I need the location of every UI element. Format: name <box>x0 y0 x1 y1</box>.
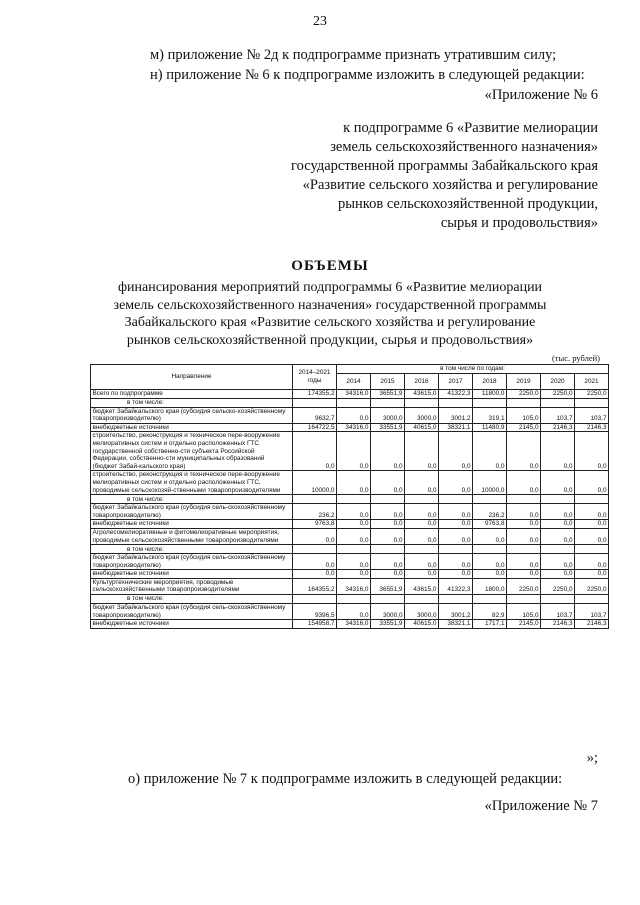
row-year-value: 34316,0 <box>337 390 371 399</box>
table-row <box>91 390 609 399</box>
row-year-value: 0,0 <box>337 520 371 529</box>
row-year-value: 2146,3 <box>575 620 609 629</box>
row-year-value: 0,0 <box>337 432 371 471</box>
row-year-value: 41322,3 <box>439 578 473 594</box>
row-direction: внебюджетные источники <box>91 423 293 432</box>
row-year-value: 1800,0 <box>473 578 507 594</box>
row-year-value <box>473 595 507 604</box>
row-total-value: 164355,2 <box>293 578 337 594</box>
row-year-value: 11800,0 <box>473 390 507 399</box>
row-total-value: 154958,7 <box>293 620 337 629</box>
row-year-value <box>371 495 405 504</box>
row-total-value: 236,2 <box>293 504 337 520</box>
row-year-value <box>337 398 371 407</box>
row-direction: внебюджетные источники <box>91 570 293 579</box>
row-year-value: 0,0 <box>371 554 405 570</box>
row-year-value: 103,7 <box>541 407 575 423</box>
row-direction: бюджет Забайкальского края (субсидия сель-скохозяйственному товаропроизводителю) <box>91 604 293 620</box>
row-total-value: 0,0 <box>293 554 337 570</box>
row-total-value <box>293 545 337 554</box>
row-year-value <box>371 595 405 604</box>
row-year-value: 0,0 <box>405 570 439 579</box>
row-year-value: 0,0 <box>371 471 405 495</box>
row-year-value: 0,0 <box>575 432 609 471</box>
row-year-value: 1717,1 <box>473 620 507 629</box>
row-year-value: 0,0 <box>575 504 609 520</box>
row-year-value: 0,0 <box>439 570 473 579</box>
row-year-value: 0,0 <box>541 504 575 520</box>
row-year-value: 0,0 <box>439 528 473 544</box>
row-total-value: 9396,5 <box>293 604 337 620</box>
row-direction: Всего по подпрограмме <box>91 390 293 399</box>
row-year-value: 38321,1 <box>439 423 473 432</box>
table-row <box>91 528 609 544</box>
funding-table <box>90 364 609 629</box>
table-row <box>91 595 609 604</box>
row-year-value <box>405 398 439 407</box>
table-row <box>91 495 609 504</box>
row-year-value <box>337 595 371 604</box>
row-direction: строительство, реконструкция и техническое пере-вооружение мелиоративных систем и отдельно расположенных ГТС государственной собственно-сти субъекта Российской Федерации, собственно-сти муниципальных образований (бюджет Забай-кальского края) <box>91 432 293 471</box>
row-year-value: 0,0 <box>337 604 371 620</box>
row-year-value <box>473 545 507 554</box>
row-year-value <box>337 495 371 504</box>
paragraph-n: н) приложение № 6 к подпрограмме изложить в следующей редакции: <box>150 67 585 83</box>
document-title: ОБЪЕМЫ <box>291 258 369 274</box>
row-year-value: 0,0 <box>473 554 507 570</box>
row-year-value <box>575 495 609 504</box>
appendix-ref-line: сырья и продовольствия» <box>440 215 598 231</box>
header-year: 2016 <box>405 374 439 390</box>
row-year-value: 2250,0 <box>507 578 541 594</box>
appendix-heading: «Приложение № 6 <box>484 87 598 103</box>
row-year-value: 3001,2 <box>439 604 473 620</box>
row-total-value: 0,0 <box>293 528 337 544</box>
table-row <box>91 407 609 423</box>
row-direction: в том числе: <box>91 545 293 554</box>
row-year-value: 0,0 <box>473 570 507 579</box>
row-year-value: 0,0 <box>439 520 473 529</box>
row-year-value: 0,0 <box>337 471 371 495</box>
row-year-value: 82,9 <box>473 604 507 620</box>
header-year: 2019 <box>507 374 541 390</box>
row-year-value: 0,0 <box>575 554 609 570</box>
row-year-value: 2145,0 <box>507 423 541 432</box>
row-total-value: 10000,0 <box>293 471 337 495</box>
row-year-value: 0,0 <box>405 504 439 520</box>
row-year-value: 0,0 <box>405 471 439 495</box>
subtitle-line: рынков сельскохозяйственной продукции, сырья и продовольствия» <box>126 332 534 348</box>
appendix-ref-line: государственной программы Забайкальского края <box>291 158 598 174</box>
row-year-value: 0,0 <box>473 528 507 544</box>
row-year-value: 38321,1 <box>439 620 473 629</box>
row-year-value: 319,1 <box>473 407 507 423</box>
row-year-value <box>439 545 473 554</box>
row-year-value <box>473 398 507 407</box>
row-year-value <box>575 398 609 407</box>
row-year-value <box>541 495 575 504</box>
row-year-value: 0,0 <box>541 528 575 544</box>
table-row <box>91 554 609 570</box>
row-year-value: 2250,0 <box>541 390 575 399</box>
subtitle-line: Забайкальского края «Развитие сельского хозяйства и регулирование <box>124 315 536 330</box>
page-number: 23 <box>313 14 327 29</box>
table-row <box>91 604 609 620</box>
row-year-value: 0,0 <box>541 471 575 495</box>
row-year-value <box>507 595 541 604</box>
row-year-value: 11480,9 <box>473 423 507 432</box>
row-year-value <box>439 495 473 504</box>
row-year-value: 0,0 <box>507 520 541 529</box>
header-direction: Направление <box>91 365 293 390</box>
row-year-value: 0,0 <box>337 504 371 520</box>
table-row <box>91 520 609 529</box>
row-year-value: 43615,0 <box>405 578 439 594</box>
row-year-value: 0,0 <box>371 432 405 471</box>
row-direction: Агролесомелиоративные и фитомелиоративные мероприятия, проводимые сельскохозяйственными товаропроизводителями <box>91 528 293 544</box>
row-year-value: 40615,0 <box>405 620 439 629</box>
row-year-value: 105,0 <box>507 407 541 423</box>
subtitle-line: земель сельскохозяйственного назначения» государственной программы <box>113 297 547 313</box>
row-year-value <box>439 595 473 604</box>
row-year-value: 2250,0 <box>575 390 609 399</box>
row-year-value: 0,0 <box>337 528 371 544</box>
row-direction: внебюджетные источники <box>91 520 293 529</box>
row-year-value: 2250,0 <box>507 390 541 399</box>
row-year-value: 2146,3 <box>575 423 609 432</box>
row-total-value: 174355,2 <box>293 390 337 399</box>
table-row <box>91 578 609 594</box>
row-total-value <box>293 595 337 604</box>
row-year-value: 0,0 <box>439 504 473 520</box>
row-year-value <box>541 545 575 554</box>
row-year-value: 103,7 <box>575 407 609 423</box>
table-row <box>91 471 609 495</box>
table-row <box>91 423 609 432</box>
row-year-value: 103,7 <box>575 604 609 620</box>
row-year-value <box>371 545 405 554</box>
row-total-value: 9763,8 <box>293 520 337 529</box>
document-subtitle <box>80 279 580 349</box>
row-year-value: 33551,9 <box>371 620 405 629</box>
header-by-years: в том числе по годам: <box>337 365 609 374</box>
row-year-value: 36551,9 <box>371 390 405 399</box>
row-year-value: 0,0 <box>371 570 405 579</box>
units-label: (тыс. рублей) <box>551 353 600 363</box>
paragraph-o: о) приложение № 7 к подпрограмме изложить в следующей редакции: <box>128 771 563 787</box>
row-year-value: 3001,2 <box>439 407 473 423</box>
row-year-value: 0,0 <box>575 570 609 579</box>
header-year: 2017 <box>439 374 473 390</box>
row-total-value: 0,0 <box>293 432 337 471</box>
header-year: 2015 <box>371 374 405 390</box>
row-year-value: 0,0 <box>337 570 371 579</box>
row-year-value: 3000,0 <box>371 407 405 423</box>
row-year-value: 0,0 <box>507 504 541 520</box>
row-year-value: 2146,3 <box>541 423 575 432</box>
table-row <box>91 504 609 520</box>
row-year-value: 103,7 <box>541 604 575 620</box>
row-year-value <box>439 398 473 407</box>
row-year-value: 9763,8 <box>473 520 507 529</box>
row-year-value: 2250,0 <box>541 578 575 594</box>
row-year-value: 0,0 <box>575 471 609 495</box>
row-year-value: 0,0 <box>371 520 405 529</box>
row-year-value: 2250,0 <box>575 578 609 594</box>
row-direction: Культуртехнические мероприятия, проводимые сельскохозяйственными товаропроизводителями <box>91 578 293 594</box>
row-year-value: 40615,0 <box>405 423 439 432</box>
row-direction: в том числе: <box>91 495 293 504</box>
row-total-value: 9632,7 <box>293 407 337 423</box>
row-year-value: 3000,0 <box>405 407 439 423</box>
row-year-value: 0,0 <box>371 504 405 520</box>
row-year-value: 0,0 <box>405 432 439 471</box>
row-total-value: 0,0 <box>293 570 337 579</box>
row-year-value: 2145,0 <box>507 620 541 629</box>
row-year-value: 0,0 <box>507 570 541 579</box>
row-year-value: 0,0 <box>541 432 575 471</box>
row-direction: строительство, реконструкция и техническое пере-вооружение мелиоративных систем и отдельно расположенных ГТС, проводимые сельскохозяй-ственными товаропроизводителями <box>91 471 293 495</box>
row-year-value: 0,0 <box>337 407 371 423</box>
row-year-value: 3000,0 <box>405 604 439 620</box>
paragraph-m: м) приложение № 2д к подпрограмме признать утратившим силу; <box>150 47 557 63</box>
table-row <box>91 398 609 407</box>
row-year-value: 0,0 <box>439 554 473 570</box>
row-year-value: 43615,0 <box>405 390 439 399</box>
appendix-ref-line: рынков сельскохозяйственной продукции, <box>338 196 598 212</box>
row-year-value: 0,0 <box>507 432 541 471</box>
row-year-value <box>405 595 439 604</box>
row-year-value <box>507 545 541 554</box>
appendix-ref-line: земель сельскохозяйственного назначения» <box>330 139 598 155</box>
header-year: 2014 <box>337 374 371 390</box>
table-row <box>91 620 609 629</box>
row-direction: бюджет Забайкальского края (субсидия сель-скохозяйственному товаропроизводителю) <box>91 554 293 570</box>
header-total: 2014–2021 годы <box>293 365 337 390</box>
row-year-value: 0,0 <box>507 554 541 570</box>
subtitle-line: финансирования мероприятий подпрограммы 6 «Развитие мелиорации <box>117 280 543 295</box>
header-year: 2020 <box>541 374 575 390</box>
row-year-value <box>405 495 439 504</box>
row-year-value: 0,0 <box>473 432 507 471</box>
row-year-value: 0,0 <box>405 520 439 529</box>
row-year-value: 3000,0 <box>371 604 405 620</box>
row-year-value <box>575 545 609 554</box>
row-year-value <box>541 398 575 407</box>
row-direction: бюджет Забайкальского края (субсидия сель-скохозяйственному товаропроизводителю) <box>91 504 293 520</box>
row-total-value <box>293 495 337 504</box>
row-year-value: 0,0 <box>439 432 473 471</box>
row-year-value: 41322,3 <box>439 390 473 399</box>
appendix-ref-line: «Развитие сельского хозяйства и регулирование <box>302 177 598 193</box>
header-year: 2018 <box>473 374 507 390</box>
next-appendix-heading: «Приложение № 7 <box>484 798 598 814</box>
row-year-value <box>405 545 439 554</box>
row-year-value <box>337 545 371 554</box>
row-year-value: 105,0 <box>507 604 541 620</box>
row-year-value: 0,0 <box>405 554 439 570</box>
row-year-value: 0,0 <box>405 528 439 544</box>
row-year-value: 0,0 <box>541 570 575 579</box>
appendix-reference <box>291 119 598 233</box>
row-year-value: 34316,0 <box>337 620 371 629</box>
table-row <box>91 432 609 471</box>
row-direction: в том числе: <box>91 398 293 407</box>
row-year-value: 0,0 <box>575 520 609 529</box>
row-year-value: 0,0 <box>541 520 575 529</box>
row-year-value: 34316,0 <box>337 578 371 594</box>
row-year-value <box>507 398 541 407</box>
row-year-value <box>541 595 575 604</box>
table-row <box>91 545 609 554</box>
row-year-value: 0,0 <box>337 554 371 570</box>
row-year-value <box>507 495 541 504</box>
row-total-value <box>293 398 337 407</box>
row-year-value <box>575 595 609 604</box>
row-year-value: 0,0 <box>575 528 609 544</box>
row-year-value <box>473 495 507 504</box>
row-year-value: 236,2 <box>473 504 507 520</box>
row-year-value: 0,0 <box>507 528 541 544</box>
row-year-value: 0,0 <box>371 528 405 544</box>
row-year-value: 10000,0 <box>473 471 507 495</box>
row-year-value <box>371 398 405 407</box>
row-direction: бюджет Забайкальского края (субсидия сельско-хозяйственному товаропроизводителю) <box>91 407 293 423</box>
row-total-value: 164722,5 <box>293 423 337 432</box>
row-year-value: 0,0 <box>507 471 541 495</box>
row-year-value: 33551,9 <box>371 423 405 432</box>
row-direction: в том числе: <box>91 595 293 604</box>
row-year-value: 0,0 <box>541 554 575 570</box>
table-row <box>91 570 609 579</box>
row-year-value: 0,0 <box>439 471 473 495</box>
row-year-value: 34316,0 <box>337 423 371 432</box>
row-year-value: 2146,3 <box>541 620 575 629</box>
appendix-ref-line: к подпрограмме 6 «Развитие мелиорации <box>343 120 598 136</box>
row-direction: внебюджетные источники <box>91 620 293 629</box>
closing-quote: »; <box>586 750 598 766</box>
header-year: 2021 <box>575 374 609 390</box>
row-year-value: 36551,9 <box>371 578 405 594</box>
